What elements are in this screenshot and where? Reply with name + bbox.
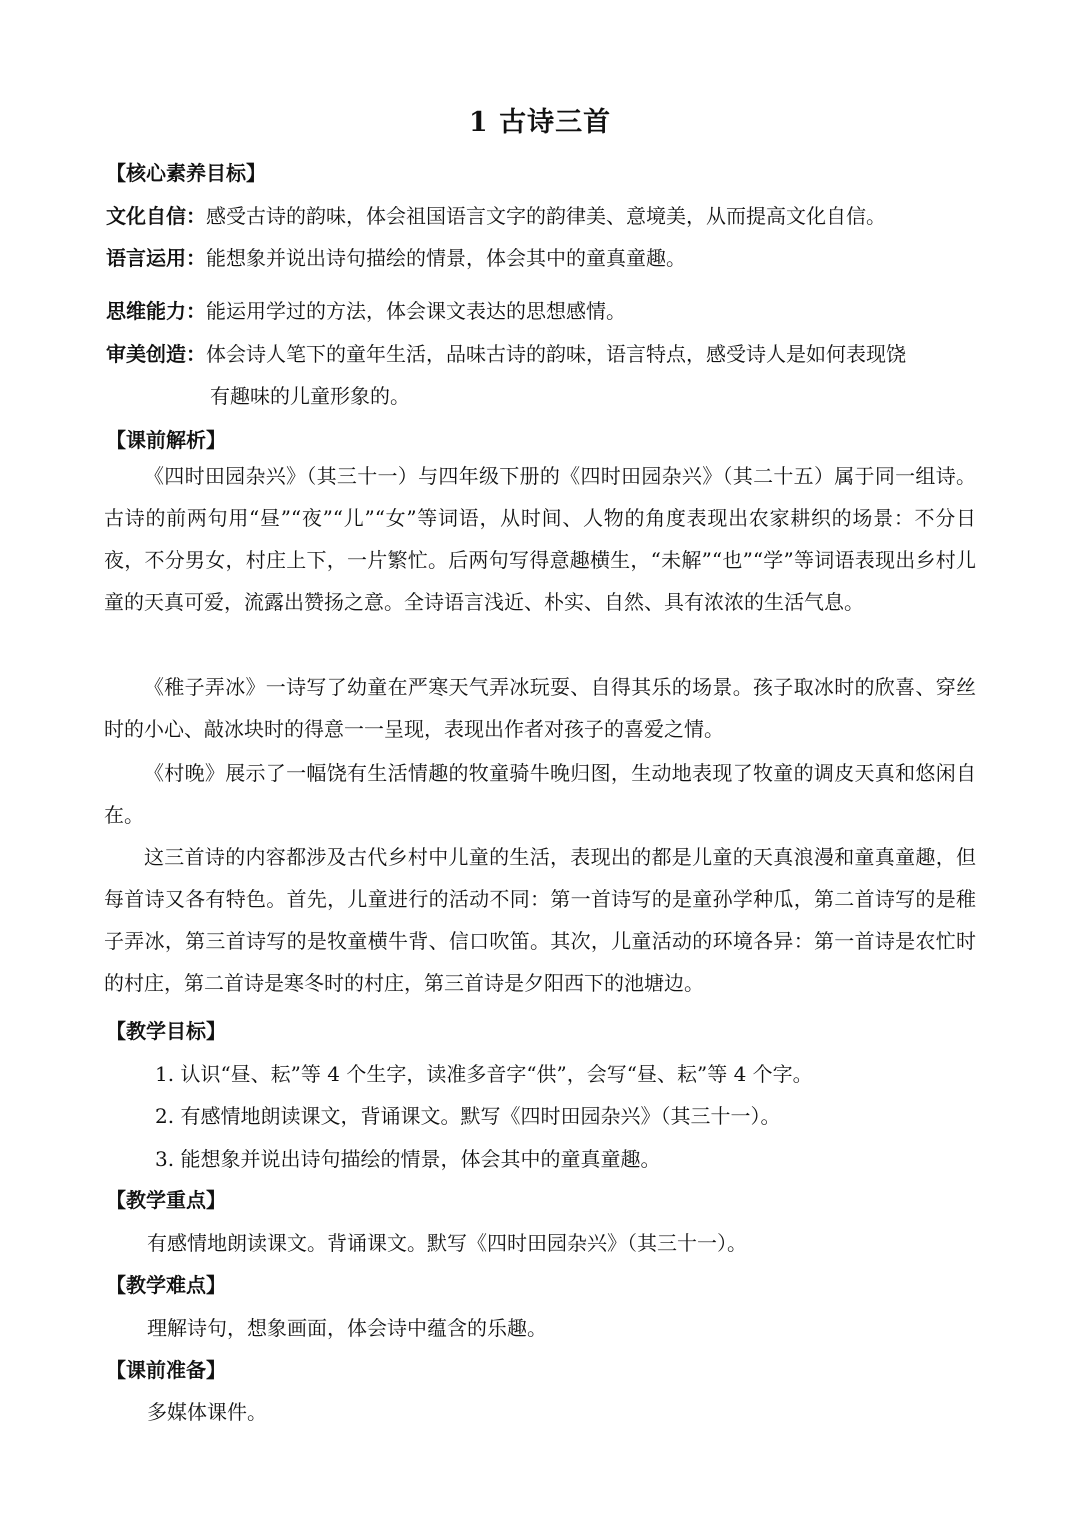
teaching-goal-item: 3. 能想象并说出诗句描绘的情景，体会其中的童真童趣。	[155, 1147, 661, 1171]
core-goal-culture	[106, 200, 886, 229]
analysis-paragraph-1: 《四时田园杂兴》（其三十一）与四年级下册的《四时田园杂兴》（其二十五）属于同一组诗。古诗的前两句用“昼”“夜”“儿”“女”等词语，从时间、人物的角度表现出农家耕织的场景：不分日夜，不分男女，村庄上下，一片繁忙。后两句写得意趣横生，“未解”“也”“学”等词语表现出乡村儿童的天真可爱，流露出赞扬之意。全诗语言浅近、朴实、自然、具有浓浓的生活气息。	[104, 464, 976, 614]
preparation-heading: 【课前准备】	[106, 1358, 226, 1382]
core-goal-label: 语言运用：	[106, 246, 206, 270]
analysis-paragraph-4: 这三首诗的内容都涉及古代乡村中儿童的生活，表现出的都是儿童的天真浪漫和童真童趣，但每首诗又各有特色。首先，儿童进行的活动不同：第一首诗写的是童孙学种瓜，第二首诗写的是稚子弄冰，第三首诗写的是牧童横牛背、信口吹笛。其次，儿童活动的环境各异：第一首诗是农忙时的村庄，第二首诗是寒冬时的村庄，第三首诗是夕阳西下的池塘边。	[104, 845, 976, 995]
core-goal-thinking	[106, 295, 626, 324]
pre-analysis-heading: 【课前解析】	[106, 428, 226, 452]
analysis-paragraph-2: 《稚子弄冰》一诗写了幼童在严寒天气弄冰玩耍、自得其乐的场景。孩子取冰时的欣喜、穿丝时的小心、敲冰块时的得意一一呈现，表现出作者对孩子的喜爱之情。	[104, 675, 976, 741]
core-goal-label: 思维能力：	[106, 299, 206, 323]
core-goal-text: 感受古诗的韵味，体会祖国语言文字的韵律美、意境美，从而提高文化自信。	[206, 204, 886, 228]
difficulties-heading: 【教学难点】	[106, 1273, 226, 1297]
core-goal-text: 体会诗人笔下的童年生活，品味古诗的韵味，语言特点，感受诗人是如何表现饶	[206, 342, 906, 366]
core-goal-aesthetic	[106, 338, 906, 367]
teaching-goal-item: 2. 有感情地朗读课文，背诵课文。默写《四时田园杂兴》（其三十一）。	[155, 1104, 781, 1128]
difficulties-text: 理解诗句，想象画面，体会诗中蕴含的乐趣。	[147, 1316, 547, 1340]
core-goal-text: 能运用学过的方法，体会课文表达的思想感情。	[206, 299, 626, 323]
core-goal-language	[106, 242, 686, 271]
page-title: 1 古诗三首	[468, 107, 612, 138]
core-goal-label: 文化自信：	[106, 204, 206, 228]
key-points-heading: 【教学重点】	[106, 1188, 226, 1212]
teaching-goals-heading: 【教学目标】	[106, 1019, 226, 1043]
analysis-paragraph-3: 《村晚》展示了一幅饶有生活情趣的牧童骑牛晚归图，生动地表现了牧童的调皮天真和悠闲自在。	[104, 761, 976, 827]
preparation-text: 多媒体课件。	[147, 1400, 267, 1424]
core-goal-aesthetic-continuation: 有趣味的儿童形象的。	[210, 384, 410, 408]
key-points-text: 有感情地朗读课文。背诵课文。默写《四时田园杂兴》（其三十一）。	[147, 1231, 747, 1255]
core-goal-label: 审美创造：	[106, 342, 206, 366]
core-goal-text: 能想象并说出诗句描绘的情景，体会其中的童真童趣。	[206, 246, 686, 270]
teaching-goal-item: 1. 认识“昼、耘”等 4 个生字，读准多音字“供”，会写“昼、耘”等 4 个字。	[155, 1062, 813, 1086]
core-goals-heading: 【核心素养目标】	[106, 161, 266, 185]
